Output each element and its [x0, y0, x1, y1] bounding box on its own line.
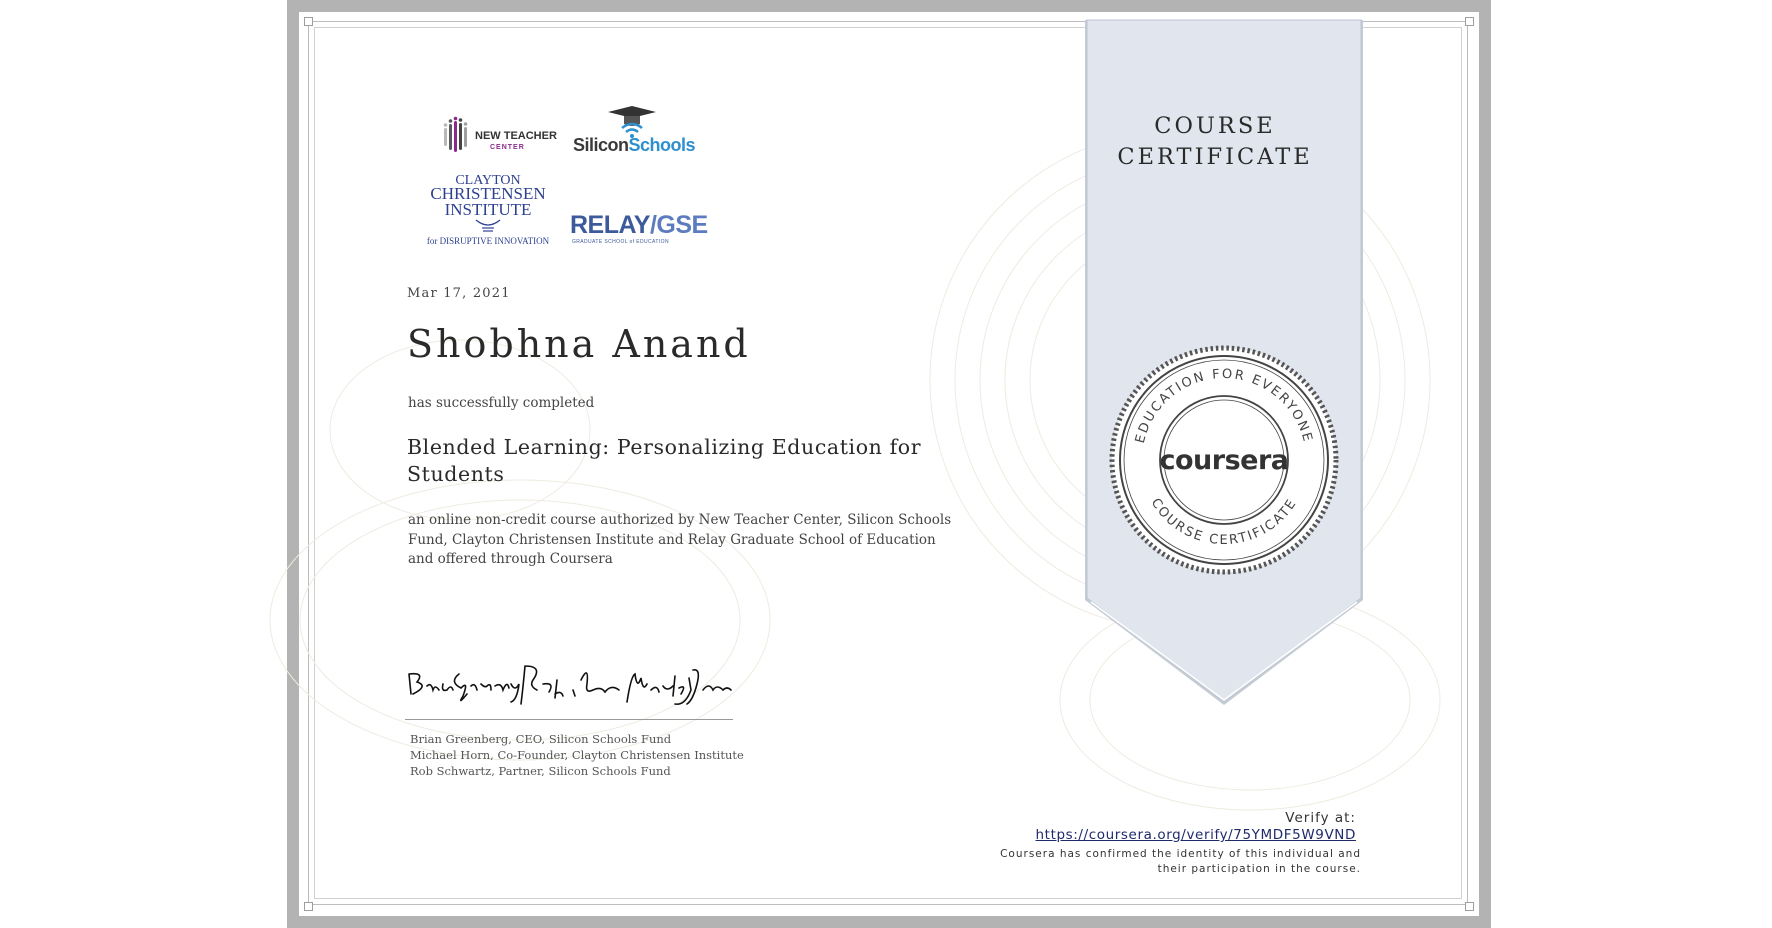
verification-note	[1000, 847, 1361, 877]
new-teacher-center-mark	[444, 117, 468, 152]
ntc-logo-line2: CENTER	[490, 144, 525, 151]
graduation-cap-icon	[608, 106, 656, 138]
signatures-image	[405, 660, 735, 718]
coursera-wordmark: coursera	[1159, 445, 1289, 476]
seal-bottom-text: COURSE CERTIFICATE	[1147, 495, 1301, 549]
completion-statement: has successfully completed	[408, 395, 595, 411]
ribbon-title-line2: CERTIFICATE	[1117, 144, 1313, 170]
verification-block	[1036, 810, 1356, 843]
issue-date: Mar 17, 2021	[407, 286, 511, 301]
recipient-name: Shobhna Anand	[407, 322, 751, 366]
signatory-name: Rob Schwartz, Partner, Silicon Schools Fund	[410, 764, 671, 778]
verify-label: Verify at:	[1285, 810, 1356, 826]
ntc-logo-line1: NEW TEACHER	[475, 130, 557, 142]
clayton-line4: for DISRUPTIVE INNOVATION	[426, 236, 550, 246]
relay-wordmark	[570, 211, 708, 239]
signatory-list	[410, 731, 744, 779]
signature-brian-greenberg	[409, 674, 519, 702]
relay-gse-logo	[568, 206, 708, 248]
clayton-line1: CLAYTON	[455, 173, 521, 188]
coursera-seal	[1109, 345, 1339, 575]
ribbon-title-line1: COURSE	[1154, 113, 1276, 139]
silicon-schools-wordmark	[573, 135, 696, 155]
clayton-line2: CHRISTENSEN	[430, 184, 546, 203]
signature-rob-schwartz	[521, 666, 619, 704]
lightbulb-icon	[476, 220, 500, 231]
ribbon-title	[1105, 111, 1325, 173]
signatory-name: Brian Greenberg, CEO, Silicon Schools Fund	[410, 732, 672, 746]
silicon-schools-logo	[570, 106, 700, 156]
verification-note-line2: their participation in the course.	[1157, 863, 1361, 875]
silicon-text: Silicon	[573, 135, 629, 155]
verification-note-line1: Coursera has confirmed the identity of this individual and	[1000, 848, 1361, 860]
clayton-line3: INSTITUTE	[444, 200, 532, 219]
course-description: an online non-credit course authorized by New Teacher Center, Silicon Schools Fund, Clayton Christensen Institute and Relay Graduate School of Education and offered through Coursera	[408, 512, 952, 567]
signatory-name: Michael Horn, Co-Founder, Clayton Christensen Institute	[410, 748, 744, 762]
new-teacher-center-logo	[442, 116, 557, 162]
gse-text: /GSE	[649, 211, 708, 239]
course-title: Blended Learning: Personalizing Education for Students	[407, 435, 922, 486]
verify-link[interactable]: https://coursera.org/verify/75YMDF5W9VND	[1035, 827, 1356, 843]
clayton-christensen-institute-logo	[418, 170, 558, 250]
relay-text: RELAY	[570, 211, 650, 239]
signature-divider	[405, 719, 733, 720]
schools-text: Schools	[628, 135, 696, 155]
relay-subtitle: GRADUATE SCHOOL of EDUCATION	[572, 239, 669, 245]
seal-top-text: EDUCATION FOR EVERYONE	[1132, 366, 1316, 445]
signature-michael-horn	[627, 670, 731, 704]
